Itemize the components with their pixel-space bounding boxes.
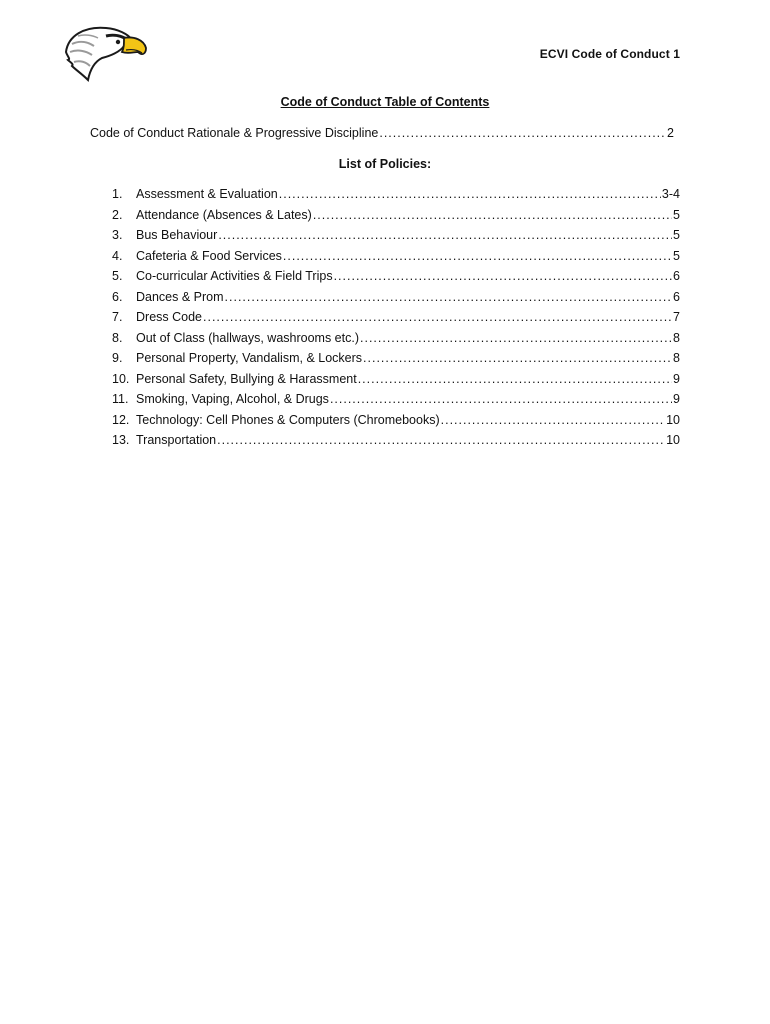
- policies-heading: List of Policies:: [338, 157, 432, 171]
- eagle-head-logo-icon: [62, 22, 148, 84]
- policy-number: 4.: [112, 248, 123, 263]
- policy-page: 8: [673, 351, 680, 365]
- leader-dots: [363, 351, 672, 365]
- leader-dots: [283, 249, 672, 263]
- leader-dots: [360, 331, 672, 345]
- policy-item[interactable]: [112, 433, 680, 454]
- policy-page: 6: [673, 269, 680, 283]
- policy-number: 1.: [112, 187, 123, 201]
- policy-number: 13.: [112, 433, 130, 447]
- toc-entry-page: 2: [667, 126, 674, 140]
- policy-title: Co-curricular Activities & Field Trips: [136, 269, 333, 283]
- policy-title: Out of Class (hallways, washrooms etc.): [136, 330, 359, 345]
- policy-page: 9: [673, 371, 680, 386]
- leader-dots: [225, 290, 673, 304]
- policy-number: 11.: [112, 392, 129, 406]
- policy-page: 5: [673, 228, 680, 242]
- policy-page: 5: [673, 248, 680, 263]
- leader-dots: [218, 228, 672, 242]
- policy-number: 5.: [112, 269, 123, 283]
- toc-entry-rationale[interactable]: [90, 126, 674, 140]
- policy-item[interactable]: [112, 310, 680, 331]
- policy-item[interactable]: [112, 187, 680, 208]
- policy-title: Dances & Prom: [136, 289, 224, 304]
- leader-dots: [217, 433, 665, 447]
- policy-page: 9: [673, 392, 680, 406]
- leader-dots: [330, 392, 672, 406]
- policy-item[interactable]: [112, 290, 680, 311]
- policy-page: 3-4: [661, 187, 680, 201]
- policy-page: 10: [666, 412, 680, 427]
- policy-item[interactable]: [112, 372, 680, 393]
- policy-title: Personal Property, Vandalism, & Lockers: [136, 351, 363, 365]
- policy-item[interactable]: [112, 413, 680, 434]
- policy-item[interactable]: [112, 392, 680, 413]
- policy-item[interactable]: [112, 228, 680, 249]
- policy-number: 2.: [112, 207, 123, 222]
- policy-list: [112, 187, 680, 454]
- leader-dots: [358, 372, 672, 386]
- policy-title: Bus Behaviour: [136, 228, 218, 242]
- policy-number: 3.: [112, 228, 123, 242]
- toc-entry-title: Code of Conduct Rationale & Progressive Discipline: [90, 126, 379, 140]
- policy-title: Assessment & Evaluation: [136, 187, 278, 201]
- leader-dots: [441, 413, 665, 427]
- policy-item[interactable]: [112, 208, 680, 229]
- policy-number: 8.: [112, 330, 123, 345]
- policy-title: Smoking, Vaping, Alcohol, & Drugs: [136, 392, 329, 406]
- leader-dots: [203, 310, 672, 324]
- policy-number: 6.: [112, 289, 123, 304]
- policy-item[interactable]: [112, 351, 680, 372]
- policy-number: 7.: [112, 310, 123, 324]
- policy-page: 7: [673, 310, 680, 324]
- policy-title: Cafeteria & Food Services: [136, 248, 282, 263]
- policy-number: 10.: [112, 371, 130, 386]
- policy-title: Personal Safety, Bullying & Harassment: [136, 371, 357, 386]
- leader-dots: [313, 208, 672, 222]
- policy-number: 12.: [112, 412, 130, 427]
- leader-dots: [334, 269, 672, 283]
- policy-page: 8: [673, 330, 680, 345]
- policy-title: Transportation: [136, 433, 217, 447]
- policy-item[interactable]: [112, 249, 680, 270]
- policy-title: Attendance (Absences & Lates): [136, 207, 312, 222]
- policy-page: 5: [673, 207, 680, 222]
- policy-item[interactable]: [112, 331, 680, 352]
- policy-page: 10: [666, 433, 680, 447]
- toc-title: Code of Conduct Table of Contents: [280, 95, 490, 109]
- policy-title: Dress Code: [136, 310, 202, 324]
- policy-number: 9.: [112, 351, 123, 365]
- policy-item[interactable]: [112, 269, 680, 290]
- leader-dots: [379, 126, 666, 140]
- policy-page: 6: [673, 289, 680, 304]
- leader-dots: [279, 187, 661, 201]
- running-header: ECVI Code of Conduct 1: [539, 47, 680, 61]
- policy-title: Technology: Cell Phones & Computers (Chromebooks): [136, 412, 440, 427]
